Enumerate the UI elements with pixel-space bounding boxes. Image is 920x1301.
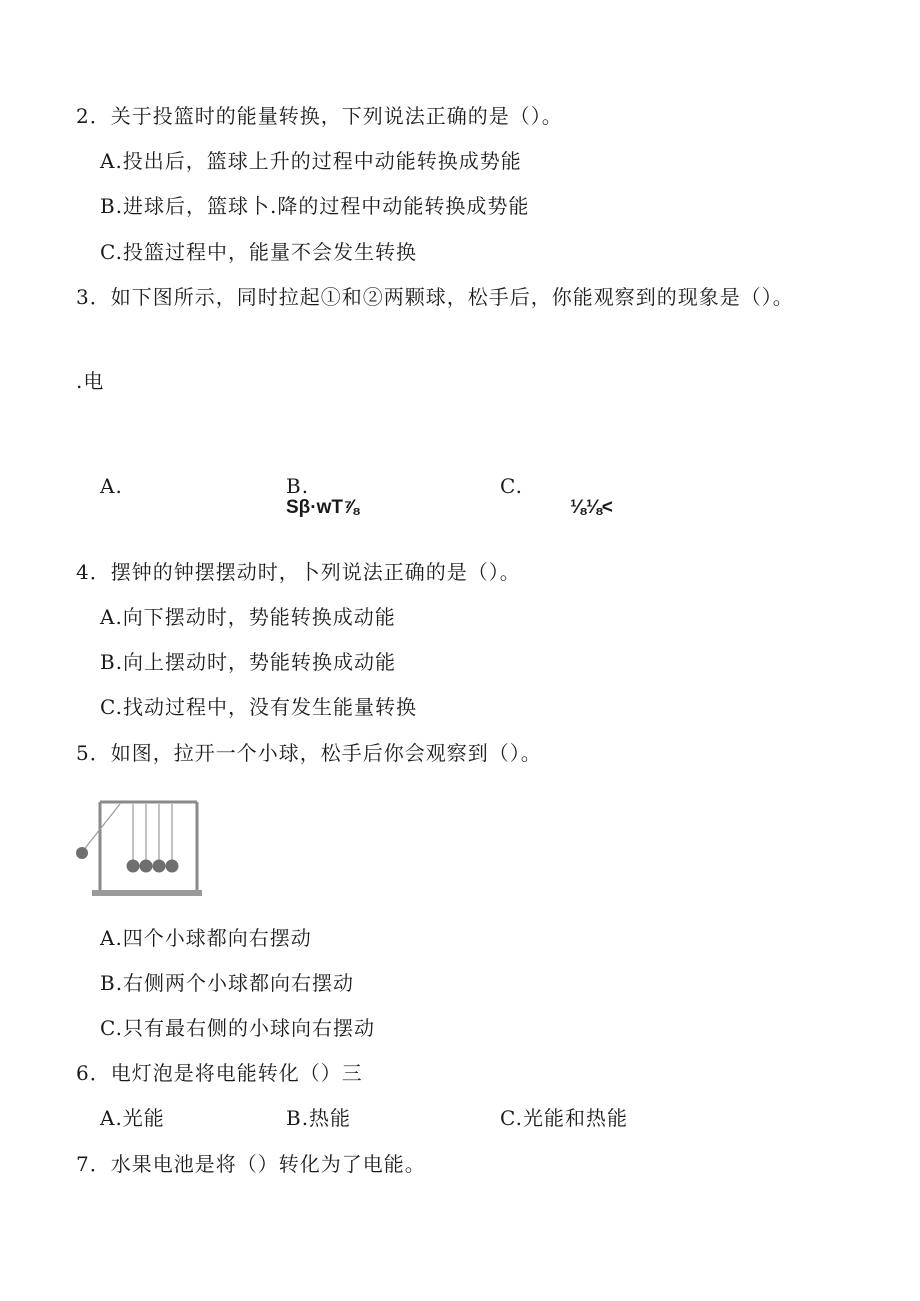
question-number: 3 [76,285,90,309]
question-number: 7 [76,1152,90,1176]
q5-option-a[interactable]: A.四个小球都向右摆动 [100,926,312,950]
question-text: ．摆钟的钟摆摆动时，卜列说法正确的是（）。 [89,560,521,584]
newtons-cradle-figure [72,796,202,900]
q5-option-b[interactable]: B.右侧两个小球都向右摆动 [100,971,355,995]
cradle-balls [76,847,179,873]
cradle-frame [100,802,197,892]
question-text: ．如下图所示，同时拉起①和②两颗球，松手后，你能观察到的现象是（）。 [89,285,794,309]
q3-option-b-caption: Sβ·wT⅞ [286,497,359,518]
q6-option-c[interactable]: C.光能和热能 [500,1106,628,1130]
ball [166,860,179,873]
q6-option-b[interactable]: B.热能 [286,1106,352,1130]
q6-option-a[interactable]: A.光能 [100,1106,165,1130]
q2-option-b[interactable]: B.进球后，篮球卜.降的过程中动能转换成势能 [100,194,530,218]
question-text: ．关于投篮时的能量转换，下列说法正确的是（）。 [89,104,563,128]
question-number: 6 [76,1061,90,1085]
question-text: ．如图，拉开一个小球，松手后你会观察到（）。 [89,741,542,765]
question-6-stem [76,1061,363,1085]
question-5-stem [76,741,542,765]
q3-option-a[interactable]: A. [100,474,123,498]
ball [127,860,140,873]
question-2-stem [76,104,563,128]
q5-option-c[interactable]: C.只有最右侧的小球向右摆动 [100,1016,375,1040]
question-text: ．电灯泡是将电能转化（）三 [89,1061,363,1085]
ball [140,860,153,873]
q2-option-a[interactable]: A.投出后，篮球上升的过程中动能转换成势能 [100,149,522,173]
q4-option-b[interactable]: B.向上摆动时，势能转换成动能 [100,650,397,674]
q3-option-c[interactable]: C. [500,474,523,498]
question-7-stem [76,1152,426,1176]
q4-option-a[interactable]: A.向下摆动时，势能转换成动能 [100,605,396,629]
question-number: 5 [76,741,90,765]
q4-option-c[interactable]: C.找动过程中，没有发生能量转换 [100,695,417,719]
cradle-strings [82,804,172,860]
q3-option-c-caption: ⅛⅛< [570,497,613,518]
q2-option-c[interactable]: C.投篮过程中，能量不会发生转换 [100,240,417,264]
q3-figure-text: .电 [76,369,105,393]
question-text: ．水果电池是将（）转化为了电能。 [89,1152,426,1176]
cradle-base [92,890,202,896]
question-number: 4 [76,560,90,584]
q3-option-b[interactable]: B. [286,474,310,498]
pulled-ball [76,847,88,859]
question-3-stem [76,285,794,309]
question-4-stem [76,560,521,584]
question-number: 2 [76,104,90,128]
ball [153,860,166,873]
